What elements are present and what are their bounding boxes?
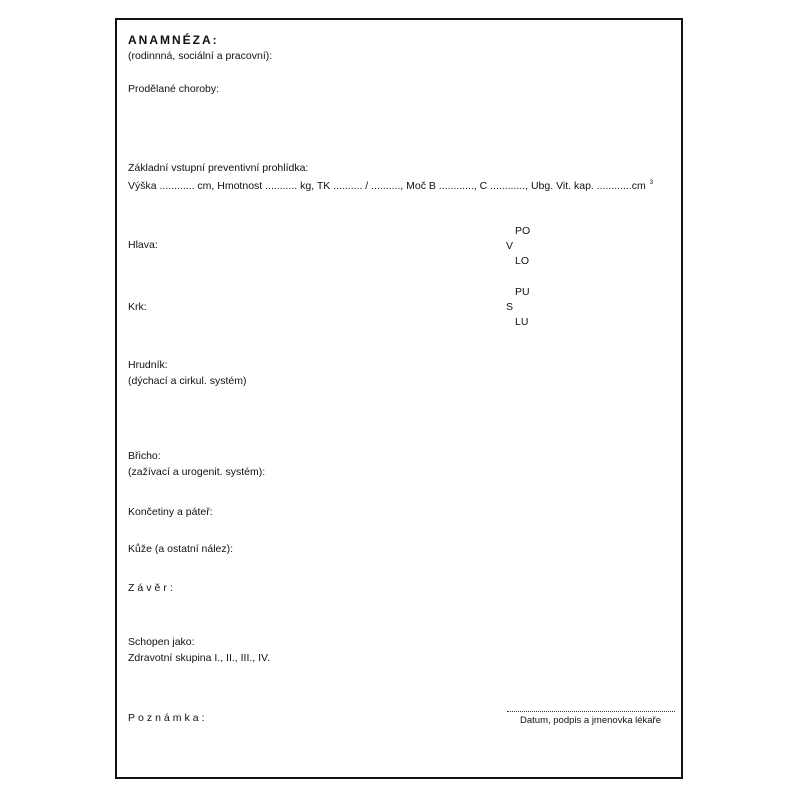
exam-label: Základní vstupní preventivní prohlídka: (128, 162, 309, 174)
measurements-line (128, 180, 653, 195)
illnesses-label: Prodělané choroby: (128, 83, 220, 95)
fit-label: Schopen jako: (128, 636, 195, 648)
head-mark-po: PO (515, 225, 531, 237)
measurements-superscript: 3 (649, 180, 654, 186)
form-subtitle: (rodinnná, sociální a pracovní): (128, 50, 273, 62)
chest-subtitle: (dýchací a cirkul. systém) (128, 375, 247, 387)
conclusion-label: Závěr: (128, 582, 176, 594)
neck-label: Krk: (128, 301, 147, 313)
head-mark-v: V (506, 240, 514, 252)
abdomen-subtitle: (zažívací a urogenit. systém): (128, 466, 266, 478)
head-mark-lo: LO (515, 255, 530, 267)
signature-caption: Datum, podpis a jmenovka lékaře (520, 715, 661, 726)
limbs-label: Končetiny a páteř: (128, 506, 213, 518)
head-label: Hlava: (128, 239, 158, 251)
abdomen-label: Břicho: (128, 450, 161, 462)
measurements-text: Výška ............ cm, Hmotnost ........... kg, TK .......... / .........., Moč B ............, C ............, Ubg. Vit. kap. ............cm (128, 180, 646, 192)
form-sheet (115, 18, 683, 779)
skin-label: Kůže (a ostatní nález): (128, 543, 234, 555)
neck-mark-lu: LU (515, 316, 529, 328)
chest-label: Hrudník: (128, 359, 168, 371)
note-label: Poznámka: (128, 712, 208, 724)
neck-mark-pu: PU (515, 286, 530, 298)
form-title: ANAMNÉZA: (128, 33, 219, 47)
signature-line (507, 711, 675, 712)
neck-mark-s: S (506, 301, 514, 313)
health-group: Zdravotní skupina I., II., III., IV. (128, 652, 271, 664)
